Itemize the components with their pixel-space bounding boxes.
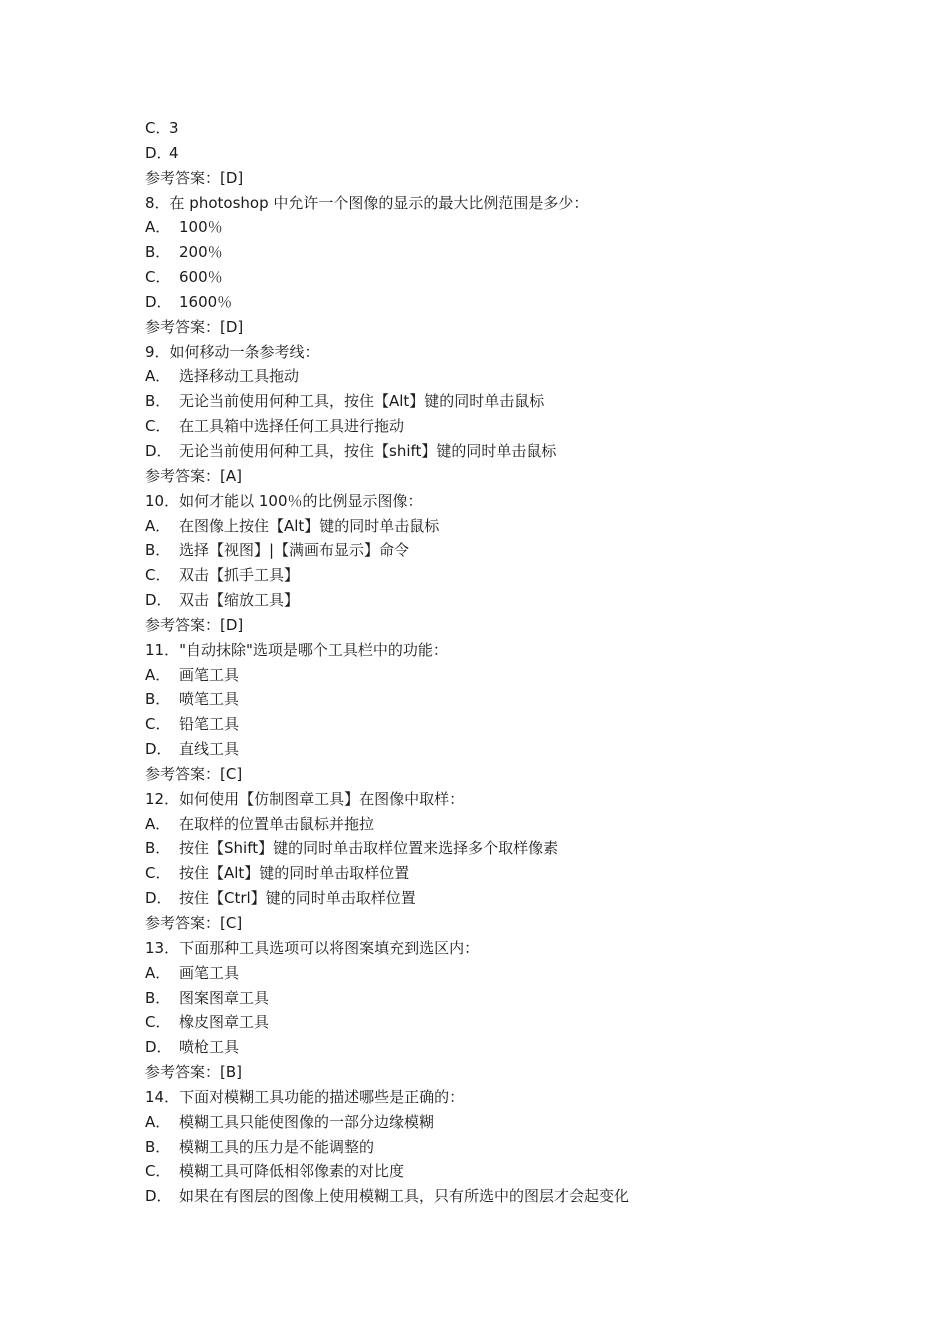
answer-option (145, 961, 865, 986)
option-text: 在图像上按住【Alt】键的同时单击鼠标 (179, 516, 440, 535)
option-label: B． (145, 839, 171, 858)
option-label: A． (145, 367, 171, 386)
option-text: 双击【缩放工具】 (179, 591, 300, 610)
option-label: B． (145, 988, 171, 1007)
answer-option (145, 290, 865, 315)
option-label: D． (145, 1187, 172, 1206)
answer-option (145, 737, 865, 762)
reference-answer: 参考答案：[D] (145, 615, 244, 634)
option-label: B． (145, 392, 171, 411)
question-text: 11．"自动抹除"选项是哪个工具栏中的功能： (145, 640, 448, 659)
answer-option (145, 116, 865, 141)
answer-option (145, 687, 865, 712)
answer-option (145, 240, 865, 265)
option-text: 200％ (179, 243, 223, 262)
option-text: 橡皮图章工具 (179, 1013, 270, 1032)
option-label: D． (145, 889, 172, 908)
answer-option (145, 538, 865, 563)
option-text: 模糊工具的压力是不能调整的 (179, 1137, 375, 1156)
reference-answer: 参考答案：[A] (145, 466, 242, 485)
answer-option (145, 712, 865, 737)
option-text: 在取样的位置单击鼠标并拖拉 (179, 814, 375, 833)
reference-answer: 参考答案：[C] (145, 764, 243, 783)
answer-option (145, 812, 865, 837)
option-label: C． (145, 864, 171, 883)
option-label: B． (145, 690, 171, 709)
answer-option (145, 1135, 865, 1160)
answer-option (145, 986, 865, 1011)
option-text: 600％ (179, 268, 223, 287)
answer-option (145, 1159, 865, 1184)
option-label: A． (145, 814, 171, 833)
option-text: 画笔工具 (179, 963, 240, 982)
question-text: 14．下面对模糊工具功能的描述哪些是正确的： (145, 1087, 465, 1106)
answer-option (145, 364, 865, 389)
option-label: C． (145, 119, 171, 137)
question-text: 12．如何使用【仿制图章工具】在图像中取样： (145, 789, 465, 808)
option-label: D． (145, 143, 172, 162)
reference-answer: 参考答案：[D] (145, 168, 244, 187)
reference-answer: 参考答案：[C] (145, 914, 243, 932)
option-label: B． (145, 541, 171, 560)
option-text: 无论当前使用何种工具，按住【Alt】键的同时单击鼠标 (179, 392, 545, 411)
option-label: B． (145, 243, 171, 262)
answer-option (145, 1010, 865, 1035)
question-text: 8．在 photoshop 中允许一个图像的显示的最大比例范围是多少： (145, 193, 589, 212)
option-text: 1600％ (179, 292, 233, 311)
option-label: C． (145, 1013, 171, 1032)
question-text: 13．下面那种工具选项可以将图案填充到选区内： (145, 938, 480, 957)
answer-option (145, 886, 865, 911)
option-text: 喷笔工具 (179, 690, 240, 709)
answer-option (145, 663, 865, 688)
option-label: A． (145, 1112, 171, 1131)
reference-answer: 参考答案：[D] (145, 317, 244, 336)
option-label: C． (145, 566, 171, 585)
answer-option (145, 265, 865, 290)
option-text: 100％ (179, 218, 223, 237)
answer-option (145, 1035, 865, 1060)
option-text: 画笔工具 (179, 665, 240, 684)
option-label: D． (145, 591, 172, 610)
question-text: 9．如何移动一条参考线： (145, 342, 320, 361)
question-text: 10．如何才能以 100％的比例显示图像： (145, 491, 423, 510)
option-label: B． (145, 1137, 171, 1156)
option-text: 4 (169, 143, 179, 162)
option-text: 喷枪工具 (179, 1038, 240, 1057)
answer-option (145, 439, 865, 464)
option-label: D． (145, 740, 172, 759)
answer-option (145, 389, 865, 414)
option-label: D． (145, 441, 172, 460)
option-label: C． (145, 715, 171, 734)
option-label: C． (145, 417, 171, 436)
reference-answer: 参考答案：[B] (145, 1063, 242, 1082)
option-label: A． (145, 516, 171, 535)
option-label: D． (145, 292, 172, 311)
option-text: 无论当前使用何种工具，按住【shift】键的同时单击鼠标 (179, 441, 557, 460)
document-body (145, 116, 865, 1209)
option-text: 选择移动工具拖动 (179, 367, 300, 386)
option-label: A． (145, 665, 171, 684)
option-text: 图案图章工具 (179, 988, 270, 1007)
option-text: 模糊工具只能使图像的一部分边缘模糊 (179, 1112, 435, 1131)
answer-option (145, 215, 865, 240)
option-text: 直线工具 (179, 740, 240, 759)
option-text: 如果在有图层的图像上使用模糊工具，只有所选中的图层才会起变化 (179, 1187, 630, 1206)
option-label: C． (145, 268, 171, 287)
option-label: D． (145, 1038, 172, 1057)
option-text: 按住【Shift】键的同时单击取样位置来选择多个取样像素 (179, 839, 559, 858)
option-text: 在工具箱中选择任何工具进行拖动 (179, 417, 405, 436)
option-text: 按住【Ctrl】键的同时单击取样位置 (179, 889, 416, 908)
option-label: A． (145, 218, 171, 237)
answer-option (145, 836, 865, 861)
answer-option (145, 514, 865, 539)
answer-option (145, 141, 865, 166)
answer-option (145, 414, 865, 439)
option-text: 3 (169, 119, 179, 137)
answer-option (145, 1110, 865, 1135)
answer-option (145, 563, 865, 588)
answer-option (145, 861, 865, 886)
option-text: 铅笔工具 (179, 715, 240, 734)
answer-option (145, 1184, 865, 1209)
answer-option (145, 588, 865, 613)
option-label: A． (145, 963, 171, 982)
option-text: 按住【Alt】键的同时单击取样位置 (179, 864, 410, 883)
option-label: C． (145, 1162, 171, 1181)
option-text: 双击【抓手工具】 (179, 566, 300, 585)
option-text: 选择【视图】|【满画布显示】命令 (179, 541, 410, 560)
option-text: 模糊工具可降低相邻像素的对比度 (179, 1162, 405, 1181)
